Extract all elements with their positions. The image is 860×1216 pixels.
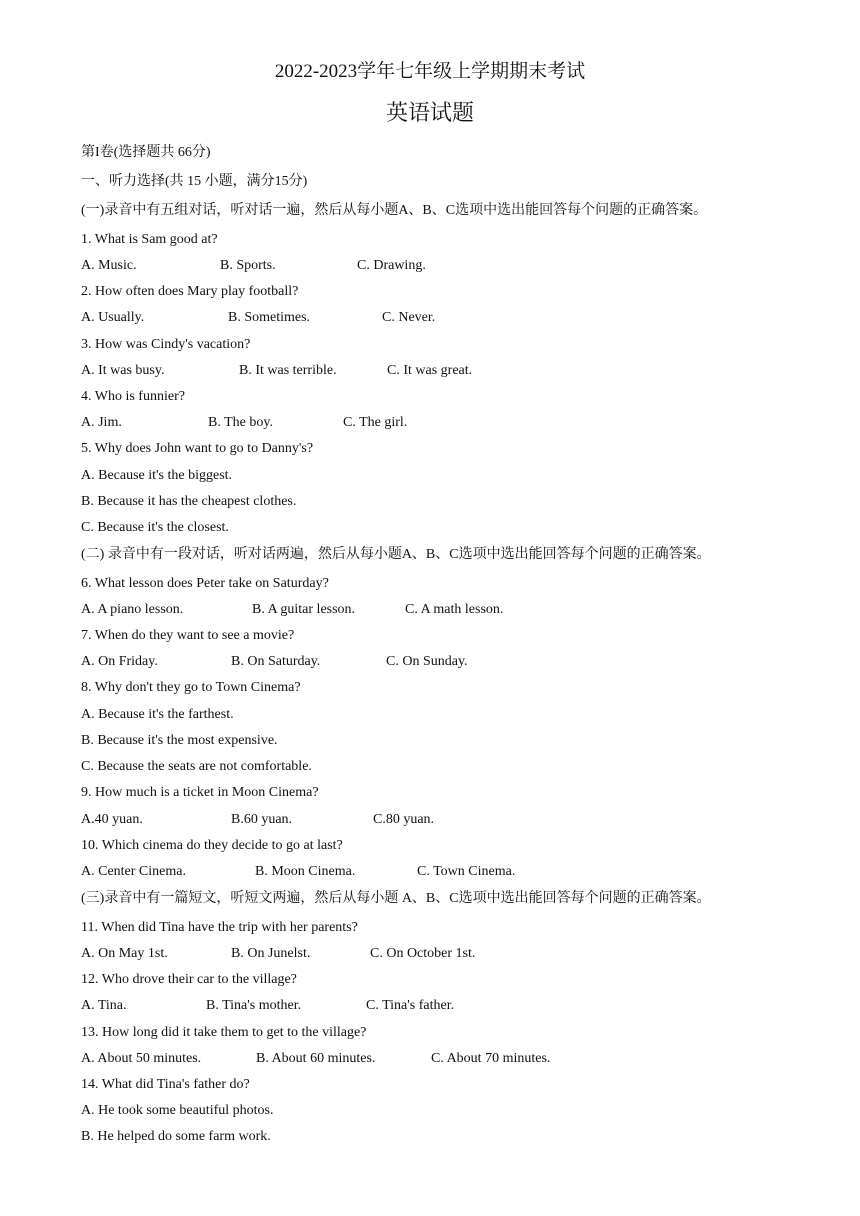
question-5: 5. Why does John want to go to Danny's? — [81, 441, 314, 456]
option-4b: B. The boy. — [208, 415, 273, 430]
option-6a: A. A piano lesson. — [81, 602, 184, 617]
part-heading: 第I卷(选择题共 66分) — [81, 145, 211, 160]
option-9a: A.40 yuan. — [81, 812, 143, 827]
option-11c: C. On October 1st. — [370, 946, 476, 961]
question-14: 14. What did Tina's father do? — [81, 1077, 250, 1092]
option-3c: C. It was great. — [387, 363, 473, 378]
question-12: 12. Who drove their car to the village? — [81, 972, 297, 987]
option-11a: A. On May 1st. — [81, 946, 168, 961]
option-1a: A. Music. — [81, 258, 137, 273]
option-14b: B. He helped do some farm work. — [81, 1129, 271, 1144]
option-2c: C. Never. — [382, 310, 436, 325]
option-2b: B. Sometimes. — [228, 310, 311, 325]
option-6b: B. A guitar lesson. — [252, 602, 356, 617]
question-10: 10. Which cinema do they decide to go at last? — [81, 838, 343, 853]
option-9b: B.60 yuan. — [231, 812, 293, 827]
question-13: 13. How long did it take them to get to the village? — [81, 1025, 367, 1040]
option-10b: B. Moon Cinema. — [255, 864, 356, 879]
question-6: 6. What lesson does Peter take on Saturday? — [81, 576, 329, 591]
option-5a: A. Because it's the biggest. — [81, 468, 233, 483]
option-9c: C.80 yuan. — [373, 812, 435, 827]
option-10a: A. Center Cinema. — [81, 864, 186, 879]
question-4: 4. Who is funnier? — [81, 389, 185, 404]
option-1b: B. Sports. — [220, 258, 276, 273]
option-13c: C. About 70 minutes. — [431, 1051, 551, 1066]
option-4c: C. The girl. — [343, 415, 408, 430]
option-6c: C. A math lesson. — [405, 602, 504, 617]
section-heading: 一、听力选择(共 15 小题，满分15分) — [81, 174, 308, 189]
option-7c: C. On Sunday. — [386, 654, 468, 669]
option-7a: A. On Friday. — [81, 654, 158, 669]
option-12c: C. Tina's father. — [366, 998, 455, 1013]
question-11: 11. When did Tina have the trip with her parents? — [81, 920, 358, 935]
option-12a: A. Tina. — [81, 998, 127, 1013]
option-3b: B. It was terrible. — [239, 363, 337, 378]
option-14a: A. He took some beautiful photos. — [81, 1103, 274, 1118]
option-8c: C. Because the seats are not comfortable. — [81, 759, 312, 774]
option-13a: A. About 50 minutes. — [81, 1051, 202, 1066]
exam-subtitle: 英语试题 — [385, 100, 474, 125]
question-7: 7. When do they want to see a movie? — [81, 628, 295, 643]
option-7b: B. On Saturday. — [231, 654, 321, 669]
option-3a: A. It was busy. — [81, 363, 165, 378]
option-5b: B. Because it has the cheapest clothes. — [81, 494, 297, 509]
question-8: 8. Why don't they go to Town Cinema? — [81, 680, 301, 695]
question-9: 9. How much is a ticket in Moon Cinema? — [81, 785, 319, 800]
question-3: 3. How was Cindy's vacation? — [81, 337, 251, 352]
option-8b: B. Because it's the most expensive. — [81, 733, 278, 748]
subsection-3-instructions: (三)录音中有一篇短文，听短文两遍，然后从每小题 A、B、C选项中选出能回答每个问题的正确答案。 — [81, 891, 711, 906]
option-5c: C. Because it's the closest. — [81, 520, 229, 535]
option-13b: B. About 60 minutes. — [256, 1051, 376, 1066]
option-4a: A. Jim. — [81, 415, 122, 430]
option-10c: C. Town Cinema. — [417, 864, 516, 879]
option-1c: C. Drawing. — [357, 258, 426, 273]
exam-title: 2022-2023学年七年级上学期期末考试 — [274, 61, 586, 82]
question-2: 2. How often does Mary play football? — [81, 284, 299, 299]
subsection-1-instructions: (一)录音中有五组对话，听对话一遍，然后从每小题A、B、C选项中选出能回答每个问题的正确答案。 — [81, 203, 708, 218]
question-1: 1. What is Sam good at? — [81, 232, 218, 247]
option-8a: A. Because it's the farthest. — [81, 707, 234, 722]
subsection-2-instructions: (二) 录音中有一段对话，听对话两遍，然后从每小题A、B、C选项中选出能回答每个问题的正确答案。 — [81, 547, 711, 562]
option-12b: B. Tina's mother. — [206, 998, 302, 1013]
option-2a: A. Usually. — [81, 310, 145, 325]
option-11b: B. On Junelst. — [231, 946, 311, 961]
